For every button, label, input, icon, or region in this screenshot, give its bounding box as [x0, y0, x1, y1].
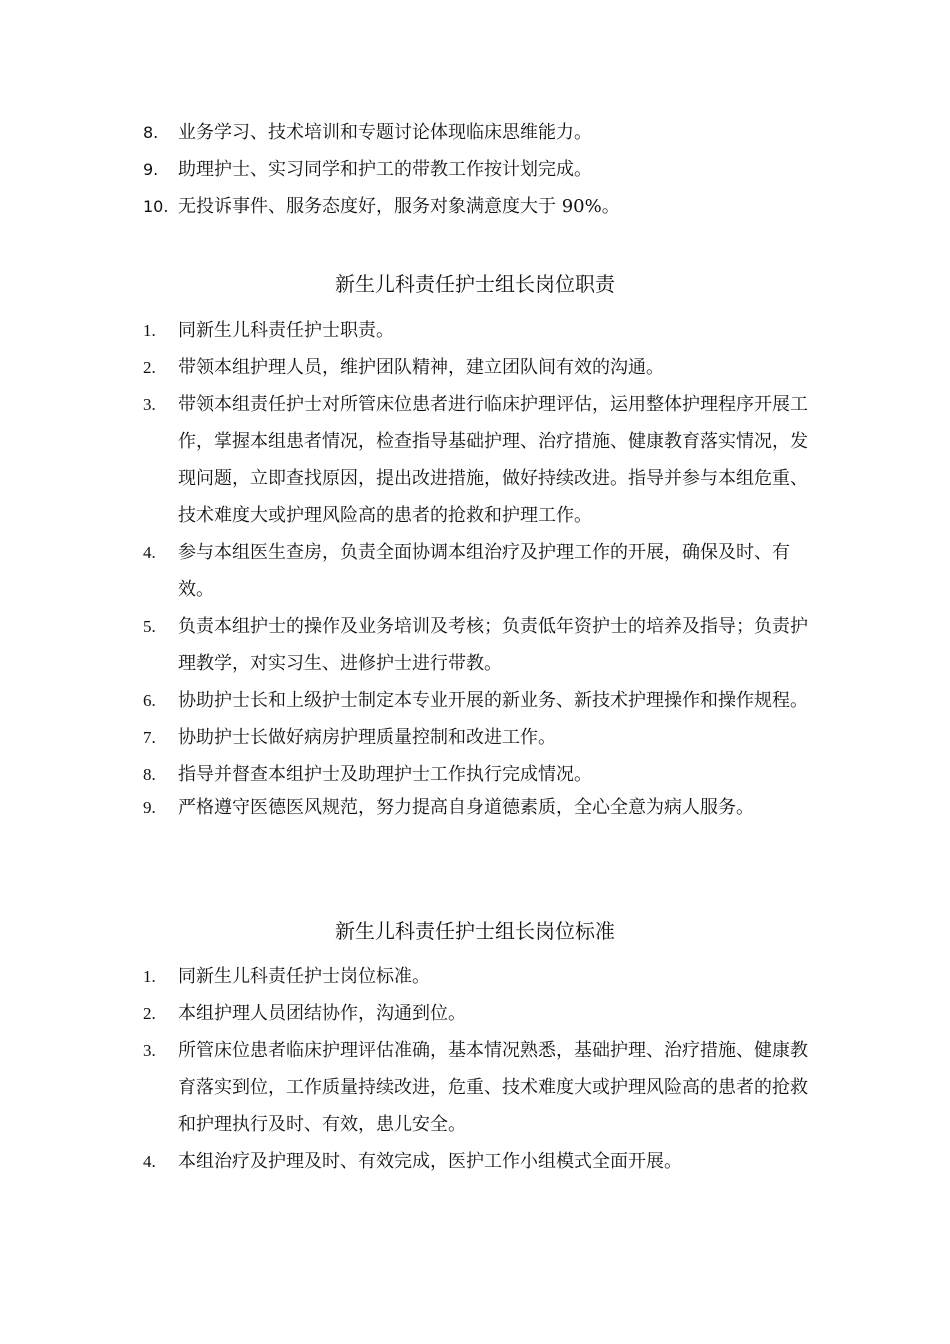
item-number: 9. [143, 160, 159, 179]
item-number: 2. [143, 358, 156, 377]
list-item [0, 114, 808, 151]
list-item [0, 312, 808, 349]
list-item [0, 151, 808, 188]
item-text: 助理护士、实习同学和护工的带教工作按计划完成。 [178, 159, 592, 180]
item-number: 6. [143, 691, 156, 710]
item-number: 5. [143, 617, 156, 636]
item-text: 带领本组责任护士对所管床位患者进行临床护理评估，运用整体护理程序开展工作，掌握本组患者情况，检查指导基础护理、治疗措施、健康教育落实情况，发现问题，立即查找原因，提出改进措施，做好持续改进。指导并参与本组危重、技术难度大或护理风险高的患者的抢救和护理工作。 [178, 394, 808, 526]
item-text: 协助护士长做好病房护理质量控制和改进工作。 [178, 727, 556, 748]
item-text: 本组护理人员团结协作，沟通到位。 [178, 1003, 466, 1024]
list-item [0, 534, 808, 608]
section-title-standards: 新生儿科责任护士组长岗位标准 [335, 919, 615, 943]
item-number: 4. [143, 543, 156, 562]
continued-standards-list [0, 114, 950, 225]
list-item [0, 1032, 808, 1143]
item-text: 协助护士长和上级护士制定本专业开展的新业务、新技术护理操作和操作规程。 [178, 690, 808, 711]
item-number: 3. [143, 395, 156, 414]
item-text: 所管床位患者临床护理评估准确，基本情况熟悉，基础护理、治疗措施、健康教育落实到位，工作质量持续改进，危重、技术难度大或护理风险高的患者的抢救和护理执行及时、有效，患儿安全。 [178, 1040, 808, 1135]
list-item [0, 188, 808, 225]
list-item [0, 719, 808, 756]
item-number: 2. [143, 1004, 156, 1023]
item-number: 9. [143, 798, 156, 817]
item-text: 严格遵守医德医风规范，努力提高自身道德素质，全心全意为病人服务。 [178, 797, 754, 818]
item-number: 8. [143, 123, 159, 142]
item-text: 指导并督查本组护士及助理护士工作执行完成情况。 [178, 764, 592, 785]
item-number: 8. [143, 765, 156, 784]
standards-list [0, 958, 950, 1180]
item-number: 7. [143, 728, 156, 747]
item-text: 业务学习、技术培训和专题讨论体现临床思维能力。 [178, 122, 592, 143]
item-text: 同新生儿科责任护士职责。 [178, 320, 394, 341]
item-text: 负责本组护士的操作及业务培训及考核；负责低年资护士的培养及指导；负责护理教学，对实习生、进修护士进行带教。 [178, 616, 808, 674]
item-number: 1. [143, 321, 156, 340]
item-text: 本组治疗及护理及时、有效完成，医护工作小组模式全面开展。 [178, 1151, 682, 1172]
list-item [0, 1143, 808, 1180]
item-number: 4. [143, 1152, 156, 1171]
section-title-duties: 新生儿科责任护士组长岗位职责 [335, 272, 615, 296]
list-item [0, 958, 808, 995]
list-item [0, 682, 808, 719]
item-number: 3. [143, 1041, 156, 1060]
list-item [0, 756, 808, 793]
list-item [0, 349, 808, 386]
item-text: 带领本组护理人员，维护团队精神，建立团队间有效的沟通。 [178, 357, 664, 378]
list-item [0, 793, 808, 822]
list-item [0, 386, 808, 534]
item-number: 1. [143, 967, 156, 986]
duties-list [0, 312, 950, 822]
item-number: 10. [143, 197, 169, 216]
list-item [0, 995, 808, 1032]
item-text: 参与本组医生查房，负责全面协调本组治疗及护理工作的开展，确保及时、有效。 [178, 542, 790, 600]
list-item [0, 608, 808, 682]
item-text: 无投诉事件、服务态度好，服务对象满意度大于 90%。 [178, 196, 620, 217]
item-text: 同新生儿科责任护士岗位标准。 [178, 966, 430, 987]
